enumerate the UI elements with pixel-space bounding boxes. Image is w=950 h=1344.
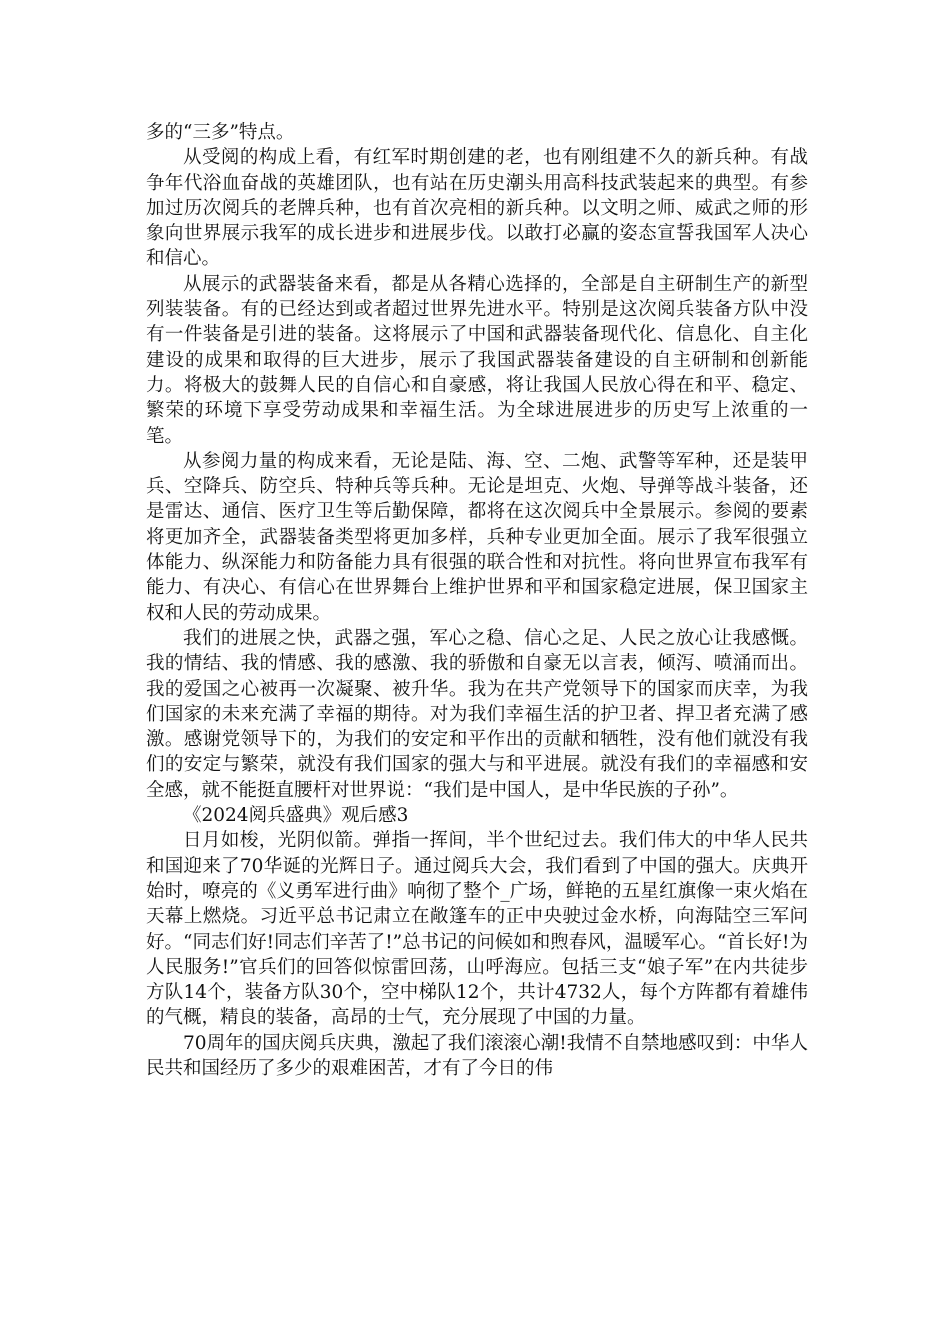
paragraph-reflection: 70周年的国庆阅兵庆典，激起了我们滚滚心潮!我情不自禁地感叹到：中华人民共和国经历了多少的艰难困苦，才有了今日的伟	[146, 1032, 808, 1079]
document-page	[146, 120, 808, 1081]
paragraph-personal-feelings: 我们的进展之快，武器之强，军心之稳、信心之足、人民之放心让我感慨。我的情结、我的情感、我的感激、我的骄傲和自豪无以言表，倾泻、喷涌而出。我的爱国之心被再一次凝聚、被升华。我为在共产党领导下的国家而庆幸，为我们国家的未来充满了幸福的期待。对为我们幸福生活的护卫者、捍卫者充满了感激。感谢党领导下的，为我们的安定和平作出的贡献和牺牲，没有他们就没有我们的安定与繁荣，就没有我们国家的强大与和平进展。就没有我们的幸福感和安全感，就不能挺直腰杆对世界说：“我们是中国人，是中华民族的子孙”。	[146, 627, 808, 801]
paragraph-anniversary: 日月如梭，光阴似箭。弹指一挥间，半个世纪过去。我们伟大的中华人民共和国迎来了70华诞的光辉日子。通过阅兵大会，我们看到了中国的强大。庆典开始时，嘹亮的《义勇军进行曲》响彻了整个_广场，鲜艳的五星红旗像一束火焰在天幕上燃烧。习近平总书记肃立在敞篷车的正中央驶过金水桥，向海陆空三军问好。“同志们好!同志们辛苦了!”总书记的问候如和煦春风，温暖军心。“首长好!为人民服务!”官兵们的回答似惊雷回荡，山呼海应。包括三支“娘子军”在内共徒步方队14个，装备方队30个，空中梯队12个，共计4732人，每个方阵都有着雄伟的气概，精良的装备，高昂的士气，充分展现了中国的力量。	[146, 830, 808, 1029]
section-heading: 《2024阅兵盛典》观后感3	[183, 805, 409, 827]
paragraph-continuation: 多的“三多”特点。	[146, 122, 295, 143]
paragraph-forces-composition: 从参阅力量的构成来看，无论是陆、海、空、二炮、武警等军种，还是装甲兵、空降兵、防空兵、特种兵等兵种。无论是坦克、火炮、导弹等战斗装备，还是雷达、通信、医疗卫生等后勤保障，都将在这次阅兵中全景展示。参阅的要素将更加齐全，武器装备类型将更加多样，兵种专业更加全面。展示了我军很强立体能力、纵深能力和防备能力具有很强的联合性和对抗性。将向世界宣布我军有能力、有决心、有信心在世界舞台上维护世界和平和国家稳定进展，保卫国家主权和人民的劳动成果。	[146, 450, 808, 624]
paragraph-weapons-equipment: 从展示的武器装备来看，都是从各精心选择的，全部是自主研制生产的新型列装装备。有的已经达到或者超过世界先进水平。特别是这次阅兵装备方队中没有一件装备是引进的装备。这将展示了中国和武器装备现代化、信息化、自主化建设的成果和取得的巨大进步，展示了我国武器装备建设的自主研制和创新能力。将极大的鼓舞人民的自信心和自豪感，将让我国人民放心得在和平、稳定、繁荣的环境下享受劳动成果和幸福生活。为全球进展进步的历史写上浓重的一笔。	[146, 273, 808, 447]
paragraph-review-composition: 从受阅的构成上看，有红军时期创建的老，也有刚组建不久的新兵种。有战争年代浴血奋战的英雄团队，也有站在历史潮头用高科技武装起来的典型。有参加过历次阅兵的老牌兵种，也有首次亮相的新兵种。以文明之师、威武之师的形象向世界展示我军的成长进步和进展步伐。以敢打必赢的姿态宣誓我国军人决心和信心。	[146, 147, 808, 270]
